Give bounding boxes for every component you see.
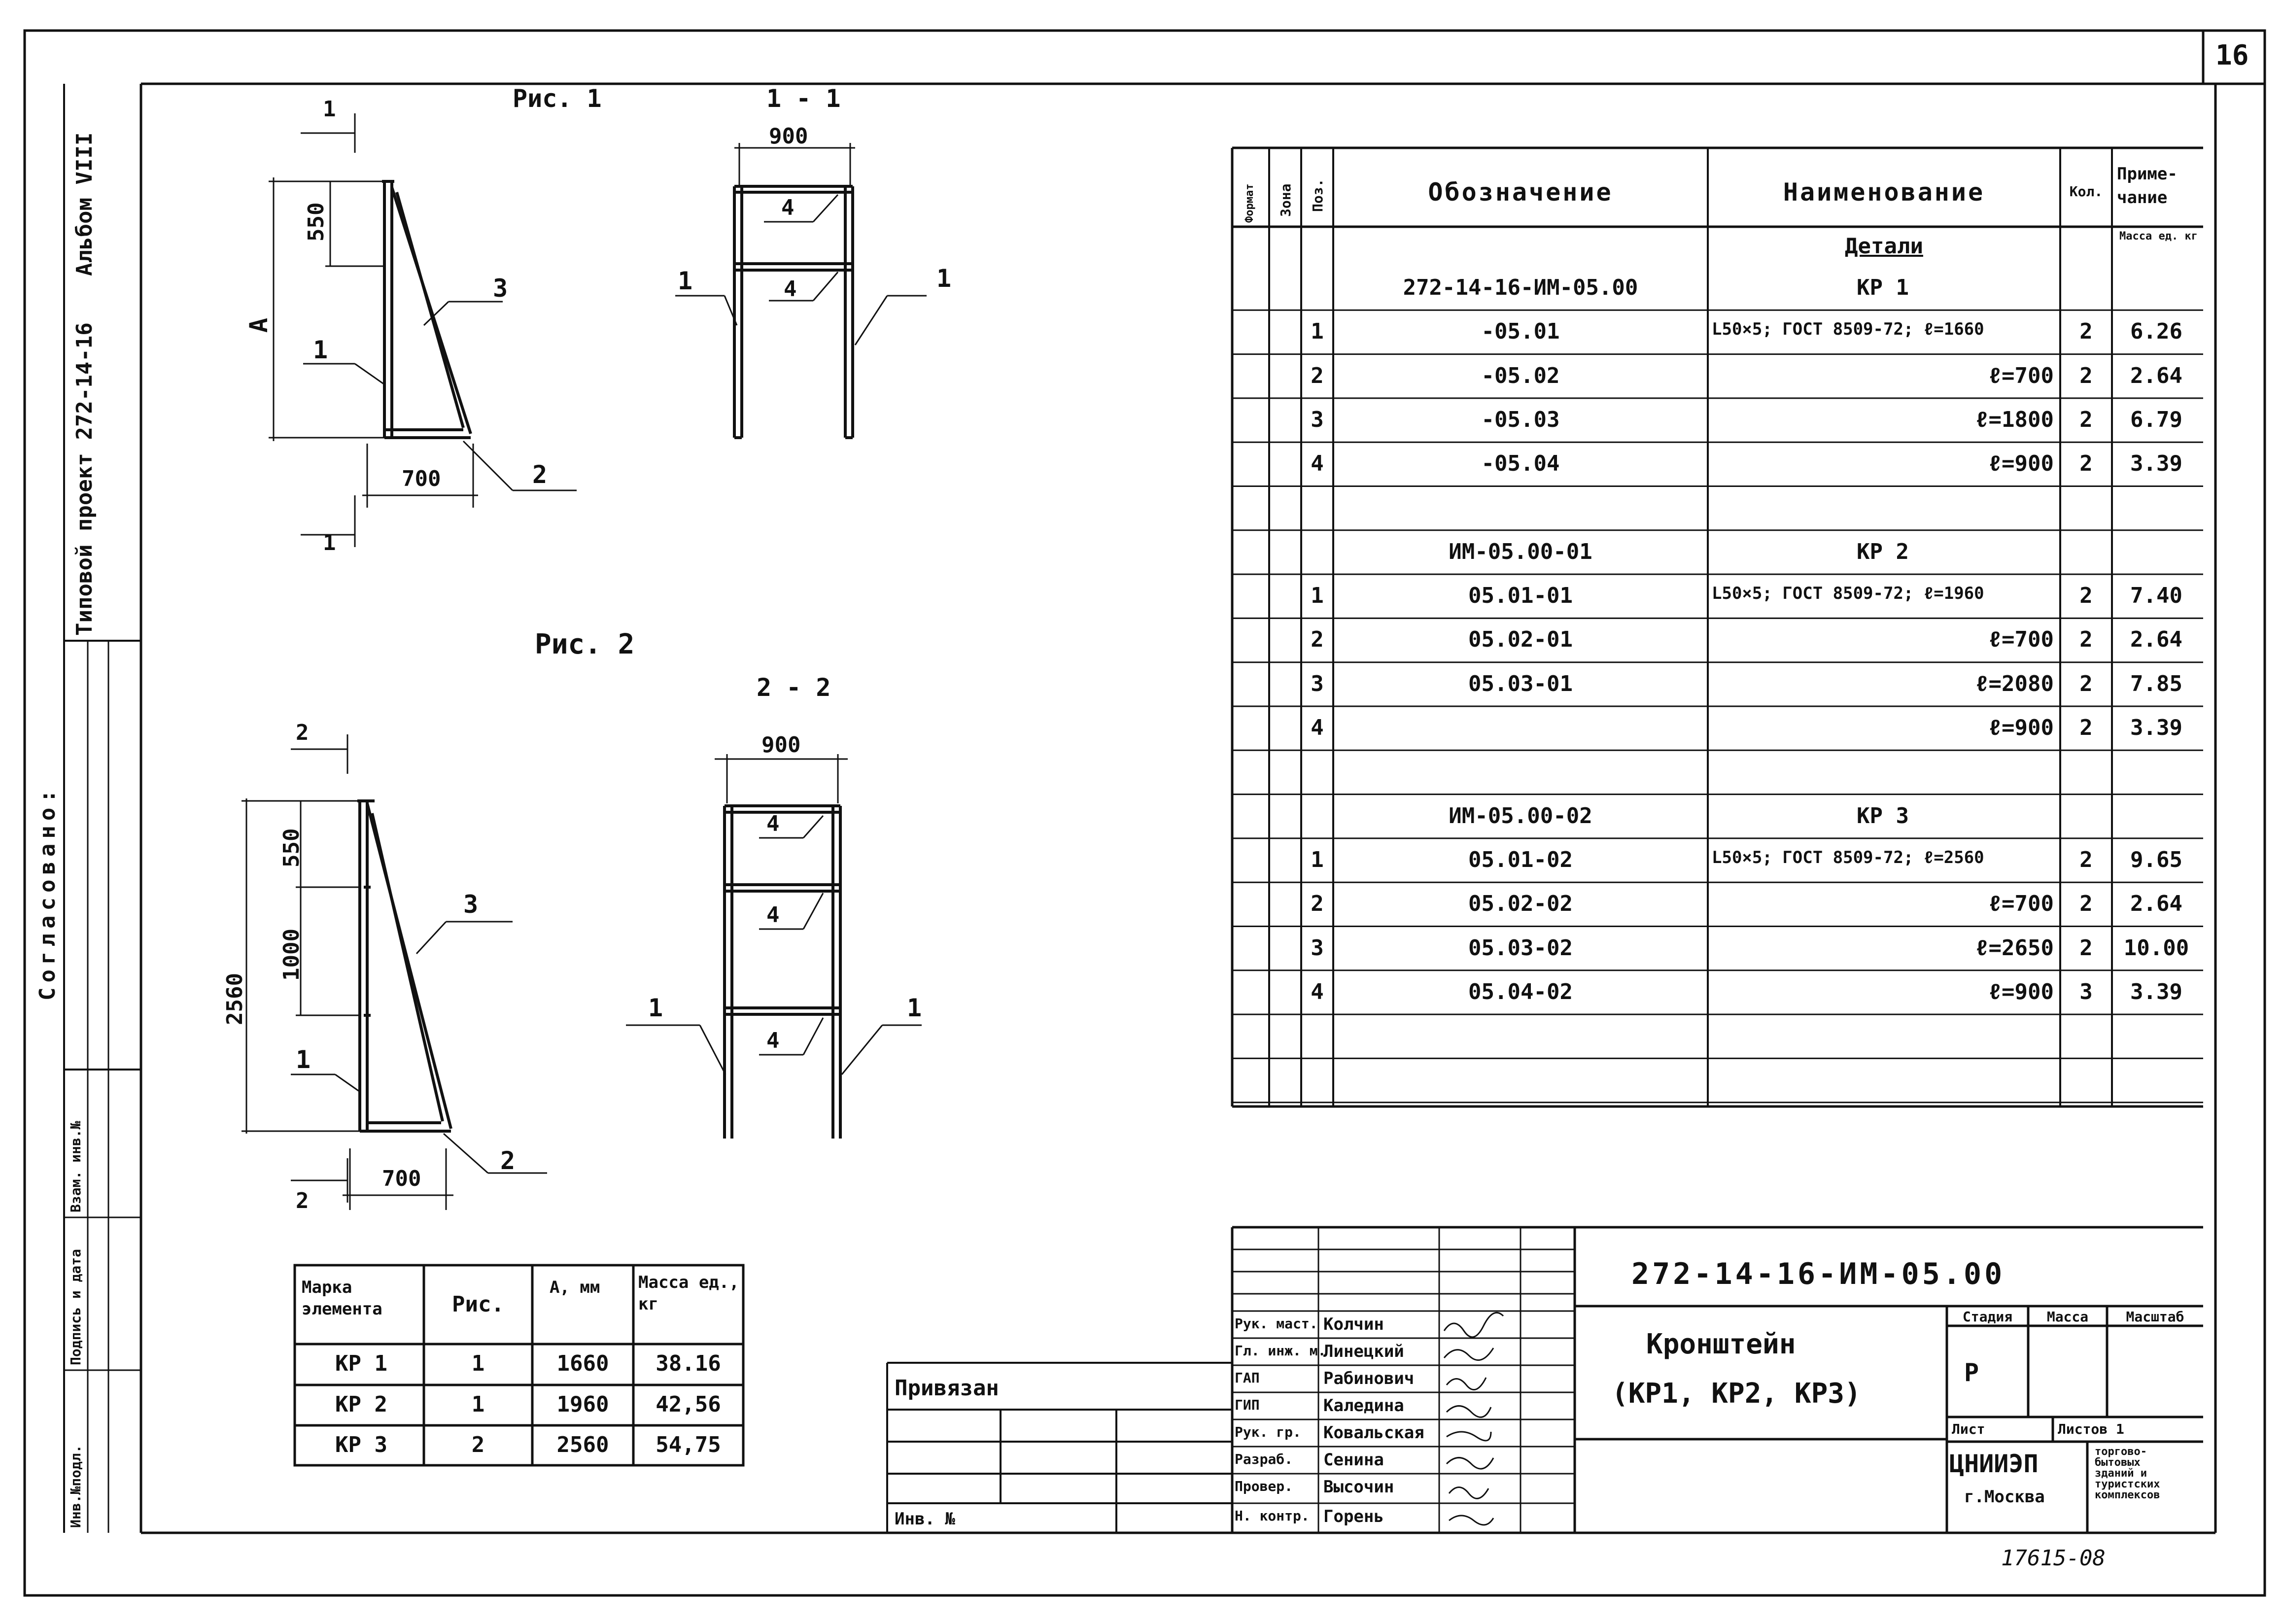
sheet-label: Лист (1952, 1421, 1985, 1437)
signatory-name: Горень (1323, 1507, 1384, 1526)
mass-label: Масса (2046, 1309, 2089, 1325)
signatory-name: Ковальская (1323, 1423, 1424, 1443)
fig2-section-view (725, 806, 840, 1139)
fig2-cut-mark-bottom: 2 (296, 1188, 309, 1213)
spec-cell-note: 3.39 (2130, 715, 2182, 740)
spec-header-format: Формат (1244, 183, 1256, 223)
spec-cell-note: 3.39 (2130, 979, 2182, 1004)
spec-cell-pos: 3 (1311, 671, 1324, 696)
spec-header-note: Приме-чание (2117, 164, 2178, 207)
spec-cell-designation: -05.01 (1481, 319, 1560, 345)
mark-table-cell: КР 2 (335, 1392, 387, 1417)
signatory-name: Линецкий (1323, 1342, 1404, 1361)
spec-cell-pos: 4 (1311, 715, 1324, 740)
mark-table-cell: 42,56 (656, 1392, 721, 1417)
fig1-section-view (734, 186, 853, 438)
spec-cell-designation: -05.02 (1481, 363, 1560, 388)
fig2-dim-1000: 1000 (279, 929, 304, 981)
spec-cell-name: L50×5; ГОСТ 8509-72; ℓ=2560 (1712, 847, 1984, 867)
fig2-pos1-right: 1 (907, 994, 922, 1022)
stage-label: Стадия (1962, 1309, 2013, 1325)
spec-cell-qty: 2 (2079, 715, 2093, 740)
spec-cell-designation: -05.03 (1481, 407, 1560, 432)
signatory-name: Рабинович (1323, 1369, 1415, 1388)
fig1-side-view (382, 181, 471, 438)
spec-cell-designation: 05.02-01 (1468, 627, 1573, 653)
mark-table-header-mass: Масса ед., кг (638, 1273, 739, 1314)
fig2-dim-700: 700 (382, 1166, 421, 1191)
spec-cell-name: ℓ=700 (1988, 627, 2054, 653)
fig1-dim-700: 700 (402, 466, 441, 491)
spec-section-title: Детали (1845, 234, 1923, 259)
spec-cell-qty: 2 (2079, 627, 2093, 653)
fig1-title: Рис. 1 (513, 84, 602, 113)
spec-cell-pos: 1 (1311, 583, 1324, 609)
fig2-pos4-bottom: 4 (766, 1028, 780, 1053)
fig2-pos4-mid: 4 (766, 902, 780, 928)
fig1-dim-550: 550 (304, 202, 329, 242)
inv-original-label: Инв.№подл. (68, 1445, 84, 1528)
fig2-pos1-left: 1 (648, 994, 663, 1022)
signatory-name: Каледина (1323, 1396, 1404, 1416)
spec-cell-qty: 2 (2079, 891, 2093, 917)
spec-cell-name: ℓ=900 (1988, 979, 2054, 1004)
fig1-pos3: 3 (493, 274, 508, 303)
agreed-label: Согласовано: (35, 785, 60, 1001)
mark-table-cell: 38.16 (656, 1351, 721, 1376)
project-label: Типовой проект 272-14-16 (72, 322, 97, 636)
spec-cell-name: КР 2 (1857, 539, 1909, 564)
spec-cell-designation: ИМ-05.00-01 (1449, 539, 1592, 564)
spec-cell-name: ℓ=900 (1988, 451, 2054, 477)
mark-table-cell: КР 3 (335, 1432, 387, 1457)
spec-cell-designation: 05.03-01 (1468, 671, 1573, 696)
spec-cell-note: 7.40 (2130, 583, 2182, 609)
fig1-pos4-top: 4 (781, 195, 795, 220)
signatory-role: Гл. инж. м. (1235, 1343, 1326, 1359)
spec-cell-qty: 2 (2079, 319, 2093, 345)
spec-cell-qty: 3 (2079, 979, 2093, 1004)
spec-cell-name: КР 1 (1857, 275, 1909, 300)
signatory-role: Рук. гр. (1235, 1424, 1301, 1440)
spec-cell-designation: 272-14-16-ИМ-05.00 (1403, 275, 1638, 300)
mark-table-cell: КР 1 (335, 1351, 387, 1376)
spec-cell-qty: 2 (2079, 451, 2093, 477)
fig2-cut-mark-top: 2 (296, 720, 309, 745)
fig1-dim-900: 900 (769, 124, 808, 149)
spec-cell-note: 2.64 (2130, 627, 2182, 653)
org-name: ЦНИИЭП (1949, 1450, 2039, 1478)
mark-table-header-A: А, мм (550, 1278, 600, 1297)
inv-replace-label: Взам. инв.№ (68, 1121, 84, 1212)
spec-cell-name: ℓ=700 (1988, 891, 2054, 917)
spec-mass-unit: Масса ед. кг (2119, 230, 2198, 242)
spec-cell-note: 7.85 (2130, 671, 2182, 696)
signatory-role: Провер. (1235, 1478, 1293, 1494)
mark-table-header-fig: Рис. (452, 1292, 504, 1317)
spec-cell-name: ℓ=700 (1988, 363, 2054, 388)
spec-cell-designation: 05.02-02 (1468, 891, 1573, 917)
signatory-role: ГИП (1235, 1397, 1260, 1413)
spec-cell-qty: 2 (2079, 847, 2093, 872)
spec-cell-qty: 2 (2079, 407, 2093, 432)
spec-cell-designation: -05.04 (1481, 451, 1560, 477)
spec-cell-designation: 05.01-01 (1468, 583, 1573, 609)
title-line-2: (КР1, КР2, КР3) (1612, 1378, 1861, 1410)
signatory-name: Колчин (1323, 1314, 1384, 1334)
fig1-pos2: 2 (532, 460, 548, 489)
spec-header-name: Наименование (1783, 178, 1985, 207)
fig2-section-label: 2 - 2 (757, 673, 831, 702)
signatory-role: Рук. маст. (1235, 1315, 1318, 1332)
spec-cell-pos: 2 (1311, 891, 1324, 917)
stamp-number: 17615-08 (2001, 1546, 2106, 1571)
fig2-dim-550: 550 (279, 828, 304, 867)
fig2-pos3: 3 (463, 890, 479, 919)
spec-cell-pos: 3 (1311, 407, 1324, 432)
spec-cell-designation: 05.04-02 (1468, 979, 1573, 1004)
spec-header-qty: Кол. (2069, 183, 2103, 200)
spec-cell-note: 2.64 (2130, 363, 2182, 388)
mark-table-cell: 1960 (556, 1392, 609, 1417)
spec-cell-designation: 05.03-02 (1468, 935, 1573, 961)
mark-table-cell: 54,75 (656, 1432, 721, 1457)
mark-table-cell: 2 (471, 1432, 485, 1457)
title-line-1: Кронштейн (1646, 1328, 1796, 1360)
stage-value: Р (1964, 1358, 1979, 1387)
spec-cell-pos: 1 (1311, 847, 1324, 872)
fig1-dim-A: А (244, 317, 273, 333)
spec-header-zone: Зона (1278, 183, 1294, 217)
spec-cell-designation: 05.01-02 (1468, 847, 1573, 872)
org-city: г.Москва (1964, 1487, 2045, 1507)
spec-cell-name: ℓ=900 (1988, 715, 2054, 740)
spec-cell-name: КР 3 (1857, 803, 1909, 829)
signatory-role: Н. контр. (1235, 1508, 1310, 1524)
spec-cell-pos: 3 (1311, 935, 1324, 961)
spec-cell-name: ℓ=2650 (1975, 935, 2054, 961)
spec-cell-pos: 2 (1311, 363, 1324, 388)
org-desc-line: зданий и (2095, 1467, 2147, 1480)
spec-cell-pos: 4 (1311, 451, 1324, 477)
binding-label: Привязан (895, 1376, 999, 1401)
org-desc-line: торгово- (2095, 1446, 2147, 1458)
spec-header-pos: Поз. (1310, 178, 1326, 212)
spec-cell-note: 6.26 (2130, 319, 2182, 345)
spec-cell-qty: 2 (2079, 583, 2093, 609)
fig1-cut-mark-bottom: 1 (323, 530, 336, 555)
spec-cell-note: 2.64 (2130, 891, 2182, 917)
spec-cell-note: 9.65 (2130, 847, 2182, 872)
spec-cell-pos: 1 (1311, 319, 1324, 345)
spec-cell-pos: 2 (1311, 627, 1324, 653)
fig2-title: Рис. 2 (535, 628, 635, 660)
fig1-cut-mark-top: 1 (323, 97, 336, 122)
fig2-side-view (357, 801, 451, 1131)
spec-cell-qty: 2 (2079, 671, 2093, 696)
spec-cell-name: ℓ=2080 (1975, 671, 2054, 696)
fig1-pos1: 1 (313, 336, 328, 364)
org-desc-line: бытовых (2095, 1456, 2141, 1469)
fig2-dim-2560: 2560 (222, 973, 247, 1025)
org-desc-line: комплексов (2095, 1489, 2160, 1501)
fig2-pos2: 2 (500, 1146, 516, 1175)
spec-cell-note: 6.79 (2130, 407, 2182, 432)
scale-label: Масштаб (2126, 1309, 2184, 1325)
doc-code: 272-14-16-ИМ-05.00 (1631, 1257, 2005, 1291)
signatory-role: ГАП (1235, 1370, 1260, 1386)
fig2-dim-900: 900 (761, 732, 801, 758)
mark-table-header-mark: Марка элемента (302, 1278, 382, 1319)
fig2-pos1: 1 (296, 1045, 311, 1074)
mark-table-cell: 1 (471, 1351, 485, 1376)
fig1-section-label: 1 - 1 (766, 84, 841, 113)
signatory-role: Разраб. (1235, 1451, 1293, 1467)
mark-table-cell: 1660 (556, 1351, 609, 1376)
album-label: Альбом VIII (72, 132, 97, 276)
spec-cell-qty: 2 (2079, 363, 2093, 388)
fig1-pos1-right: 1 (936, 264, 952, 293)
org-description (2095, 1447, 2160, 1501)
fig1-pos4-mid: 4 (784, 276, 797, 302)
spec-cell-note: 3.39 (2130, 451, 2182, 477)
org-desc-line: туристских (2095, 1478, 2160, 1490)
fig1-pos1-left: 1 (678, 267, 693, 295)
spec-cell-note: 10.00 (2123, 935, 2189, 961)
signatory-name: Сенина (1323, 1450, 1384, 1470)
signatory-name: Высочин (1323, 1477, 1394, 1497)
spec-cell-name: L50×5; ГОСТ 8509-72; ℓ=1960 (1712, 584, 1984, 604)
spec-cell-qty: 2 (2079, 935, 2093, 961)
spec-header-designation: Обозначение (1428, 178, 1613, 207)
binding-inv-label: Инв. № (895, 1509, 955, 1529)
mark-table-cell: 1 (471, 1392, 485, 1417)
spec-cell-name: L50×5; ГОСТ 8509-72; ℓ=1660 (1712, 319, 1984, 340)
sheets-label: Листов 1 (2058, 1421, 2124, 1437)
fig2-pos4-top: 4 (766, 811, 780, 836)
sign-date-label: Подпись и дата (68, 1248, 84, 1365)
mark-table-cell: 2560 (556, 1432, 609, 1457)
spec-cell-name: ℓ=1800 (1975, 407, 2054, 432)
sheet-number: 16 (2215, 39, 2249, 71)
spec-cell-pos: 4 (1311, 979, 1324, 1004)
spec-cell-designation: ИМ-05.00-02 (1449, 803, 1592, 829)
